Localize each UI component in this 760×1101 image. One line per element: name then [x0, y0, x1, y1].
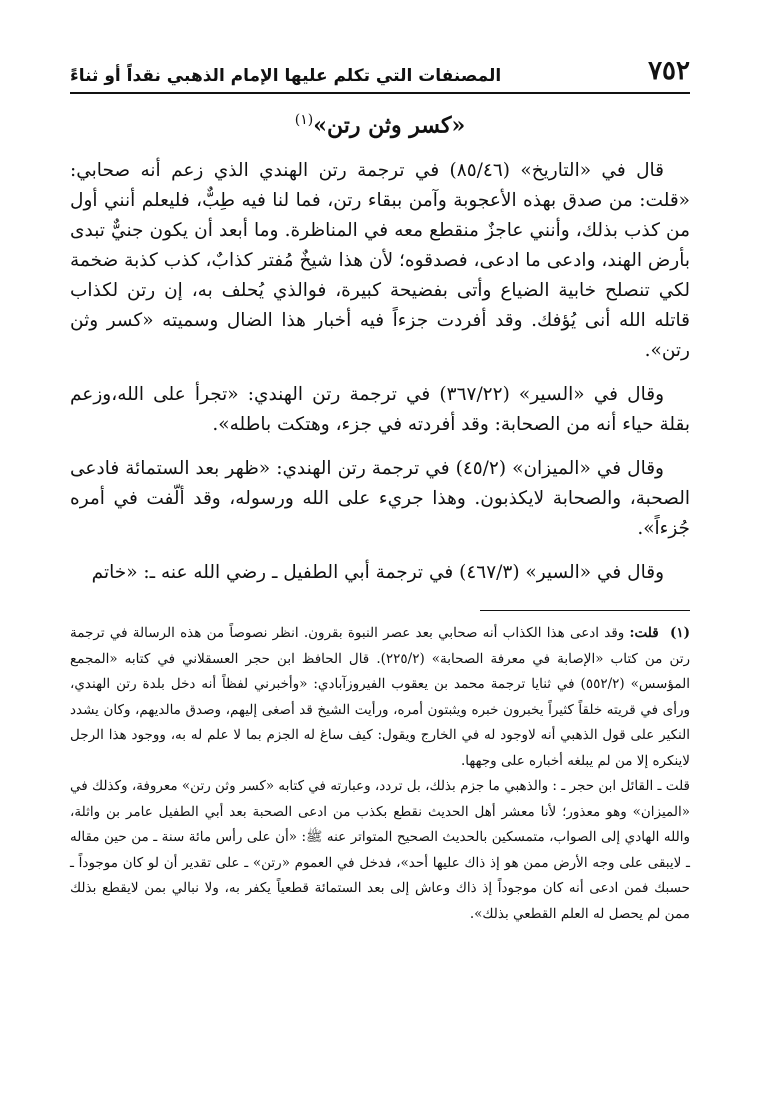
footnote-line: قلت ـ القائل ابن حجر ـ : والذهبي ما جزم بذلك، بل تردد، وعبارته في كتابه «كسر وثن رتن» معروفة، وكذلك في «الميزان» وهو معذور؛ لأنا معشر أهل الحديث نقطع بكذب من ادعى الصحبة بعد أبي الطفيل عامر بن واثلة، والله الهادي إلى الصواب، متمسكين بالحديث الصحيح المتواتر عنه ﷺ: «أن على رأس مائة سنة ـ من حين مقاله ـ لايبقى على وجه الأرض ممن هو إذ ذاك عليها أحد»، فدخل في العموم «رتن» ـ على تقدير أن لو كان موجوداً ـ حسبك فمن ادعى أنه كان موجوداً إذ ذاك وعاش إلى بعد الستمائة قطعياً يكفر به، ولا نبالي بمن لايقطع بذلك ممن لم يحصل له العلم القطعي بذلك».: [70, 778, 690, 922]
section-title-text: «كسر وثن رتن»: [313, 112, 466, 139]
footnote-separator: [480, 610, 690, 611]
page-header: [70, 56, 690, 94]
main-text: [70, 156, 690, 588]
paragraph: وقال في «الميزان» (٤٥/٢) في ترجمة رتن الهندي: «ظهر بعد الستمائة فادعى الصحبة، والصحابة لايكذبون. وهذا جريء على الله ورسوله، وقد ألّفت في أمره جُزءاً».: [70, 458, 690, 540]
footnote-mark: (١): [669, 625, 690, 642]
paragraph: وقال في «السير» (٣٦٧/٢٢) في ترجمة رتن الهندي: «تجرأ على الله،وزعم بقلة حياء أنه من الصحابة: وقد أفردته في جزء، وهتكت باطله».: [70, 384, 690, 436]
footnote-text: وقد ادعى هذا الكذاب أنه صحابي بعد عصر النبوة بقرون. انظر نصوصاً من هذه الرسالة في ترجمة رتن من كتاب «الإصابة في معرفة الصحابة» (٢٢٥/٢). قال الحافظ ابن حجر العسقلاني في كتابه «المجمع المؤسس» (٥٥٢/٢) في ثنايا ترجمة محمد بن يعقوب الفيروزآبادي: «وأخبرني لفظاً أنه دخل بلدة رتن الهندي، ورأى في قريته خلقاً كثيراً يخبرون خبره ويثبتون أمره، ورأيت الشيخ قد أصغى إليهم، وصدق مالديهم، وكان يشدد النكير على قول الذهبي أنه لاوجود له في الخارج ويقول: كيف ساغ له الجزم بما لا علم له به، ووجود هذا الرجل لاينكره إلا من لم يبلغه أخباره على وجهها.: [70, 625, 691, 769]
footnotes: [70, 621, 690, 927]
running-title: المصنفات التي تكلم عليها الإمام الذهبي نقداً أو ثناءً: [70, 66, 502, 86]
paragraph: قال في «التاريخ» (٨٥/٤٦) في ترجمة رتن الهندي الذي زعم أنه صحابي: «قلت: من صدق بهذه الأعجوبة وآمن ببقاء رتن، فما لنا فيه طِبٌّ، فليعلم أنني أول من كذب بذلك، وأنني عاجزٌ منقطع معه في المناظرة. وما أبعد أن يكون جنيٌّ تبدى بأرض الهند، وادعى ما ادعى، فصدقوه؛ لأن هذا شيخٌ مُفتر كذابٌ، كذب كذبة ضخمة لكي تنصلح خابية الضياع وأتى بفضيحة كبيرة، فوالذي يُحلف به، إن رتن لكذاب قاتله الله أنى يُؤفك. وقد أفردت جزءاً فيه أخبار هذا الضال وسميته «كسر وثن رتن».: [70, 160, 690, 362]
page-number: ٧٥٢: [648, 56, 690, 86]
paragraph: وقال في «السير» (٤٦٧/٣) في ترجمة أبي الطفيل ـ رضي الله عنه ـ: «خاتم: [91, 562, 664, 584]
section-title: [70, 112, 690, 138]
footnote-lead: قلت:: [629, 625, 659, 642]
footnote-line: [70, 621, 690, 774]
footnote-reference: (١): [294, 112, 314, 128]
